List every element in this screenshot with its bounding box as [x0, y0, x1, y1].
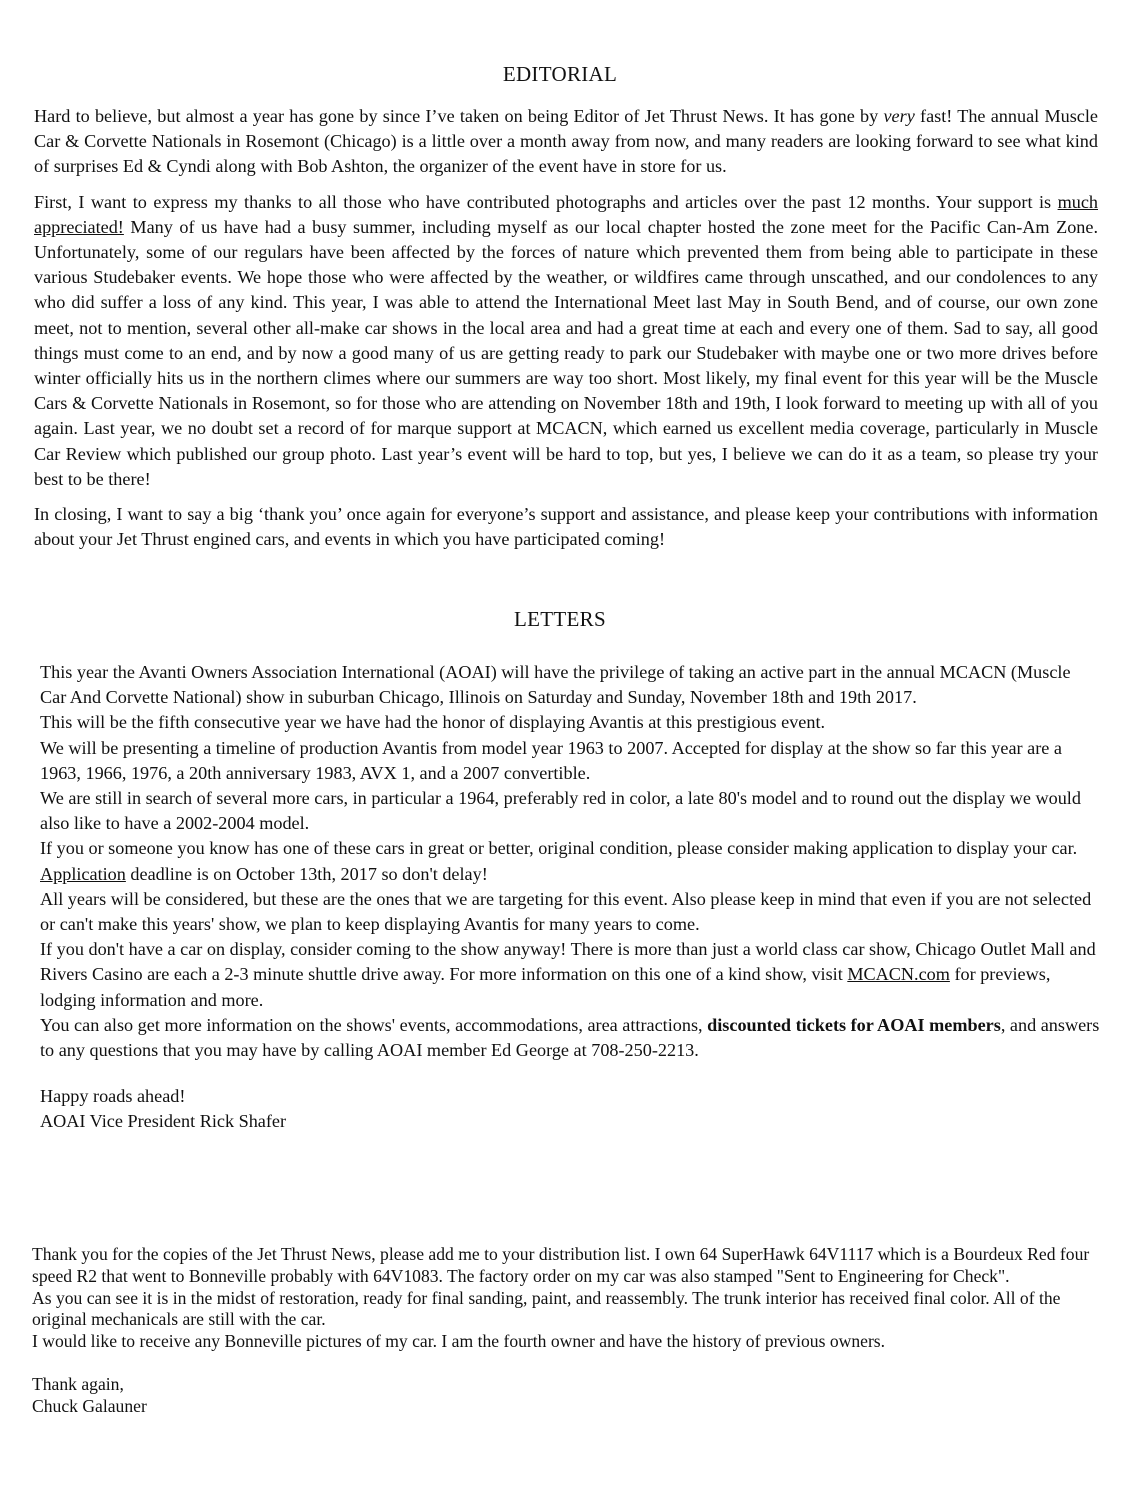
letter1-line-1: This year the Avanti Owners Association International (AOAI) will have the privilege of taking an active part in the annual MCACN (Muscle Car And Corvette National) show in suburban Chicago, Illinois on Saturday and Sunday, November 18th and 19th 2017. — [40, 662, 1071, 708]
mcacn-link[interactable]: MCACN.com — [847, 964, 950, 985]
spacer — [32, 1353, 1102, 1374]
editorial-paragraph-2 — [34, 190, 1098, 492]
editorial-heading: EDITORIAL — [502, 62, 618, 86]
letter1-line-8-text-cont: for previews, lodging information and more. — [40, 964, 1051, 1010]
letter1-line-7: All years will be considered, but these are the ones that we are targeting for this event. Also please keep in mind that even if you are not selected or can't make this years' show, we plan to keep displaying Avantis for many years to come. — [40, 888, 1092, 935]
letters-heading: LETTERS — [514, 607, 606, 631]
editorial-body — [34, 104, 1098, 562]
letter1-line-9-text: You can also get more information on the shows' events, accommodations, area attractions, — [40, 1014, 708, 1035]
editorial-p1-text: Hard to believe, but almost a year has gone by since I’ve taken on being Editor of Jet Thrust News. It has gone by — [34, 106, 884, 126]
letter1-line-3: We will be presenting a timeline of production Avantis from model year 1963 to 2007. Accepted for display at the show so far this year are a 1963, 1966, 1976, a 20th anniversary 1983, AVX 1, and a 2007 convertible. — [40, 737, 1062, 783]
letter1-line-6 — [40, 862, 1100, 887]
letter2-line-3: I would like to receive any Bonneville pictures of my car. I am the fourth owner and have the history of previous owners. — [32, 1331, 886, 1352]
letter-aoai — [40, 660, 1100, 1135]
letter1-line-8 — [40, 937, 1100, 1013]
letter1-signature: AOAI Vice President Rick Shafer — [40, 1111, 287, 1132]
letter-galauner — [32, 1244, 1102, 1418]
editorial-paragraph-3: In closing, I want to say a big ‘thank you’ once again for everyone’s support and assistance, and please keep your contributions with information about your Jet Thrust engined cars, and events in which you have participated coming! — [34, 504, 1098, 550]
letter2-line-1: Thank you for the copies of the Jet Thrust News, please add me to your distribution list. I own 64 SuperHawk 64V1117 which is a Bourdeux Red four speed R2 that went to Bonneville probably with 64V1083. The factory order on my car was also stamped "Sent to Engineering for Check". — [32, 1244, 1090, 1286]
editorial-p2-text-cont: Many of us have had a busy summer, including myself as our local chapter hosted the zone meet for the Pacific Can-Am Zone. Unfortunately, some of our regulars have been affected by the forces of nature which prevented them from being able to participate in these various Studebaker events. We hope those who were affected by the weather, or wildfires came through unscathed, and our condolences to any who did suffer a loss of any kind. This year, I was able to attend the International Meet last May in South Bend, and of course, our own zone meet, not to mention, several other all-make car shows in the local area and had a great time at each and every one of them. Sad to say, all good things must come to an end, and by now a good many of us are getting ready to park our Studebaker with maybe one or two more drives before winter officially hits us in the northern climes where our summers are way too short. Most likely, my final event for this year will be the Muscle Cars & Corvette Nationals in Rosemont, so for those who are attending on November 18th and 19th, I look forward to meeting up with all of you again. Last year, we no doubt set a record of for marque support at MCACN, which earned us excellent media coverage, particularly in Muscle Car Review which published our group photo. Last year’s event will be hard to top, but yes, I believe we can do it as a team, so please try your best to be there! — [34, 216, 1098, 489]
letter2-closing: Thank again, — [32, 1373, 124, 1394]
letter2-signature: Chuck Galauner — [32, 1395, 147, 1416]
letter1-line-9-bold: discounted tickets for AOAI members — [707, 1014, 1001, 1035]
editorial-paragraph-1 — [34, 104, 1098, 180]
letter2-line-2: As you can see it is in the midst of restoration, ready for final sanding, paint, and reassembly. The trunk interior has received final color. All of the original mechanicals are still with the car. — [32, 1287, 1061, 1330]
letter1-line-2: This will be the fifth consecutive year we have had the honor of displaying Avantis at this prestigious event. — [40, 712, 826, 733]
letter1-line-6-text: deadline is on October 13th, 2017 so don't delay! — [125, 863, 488, 884]
letter1-line-4: We are still in search of several more cars, in particular a 1964, preferably red in color, a late 80's model and to round out the display we would also like to have a 2002-2004 model. — [40, 788, 1081, 834]
editorial-p2-underline: much appreciated! — [34, 191, 1098, 237]
letter1-line-5: If you or someone you know has one of these cars in great or better, original condition, please consider making application to display your car. — [40, 838, 1078, 859]
letter1-line-9-text-cont: , and answers to any questions that you may have by calling AOAI member Ed George at 708-250-2213. — [40, 1014, 1100, 1061]
application-link[interactable]: Application — [40, 863, 126, 884]
spacer — [40, 1063, 1100, 1084]
editorial-p2-text: First, I want to express my thanks to all those who have contributed photographs and articles over the past 12 months. Your support is — [34, 191, 1058, 212]
letter1-line-8-text: If you don't have a car on display, consider coming to the show anyway! There is more than just a world class car show, Chicago Outlet Mall and Rivers Casino are each a 2-3 minute shuttle drive away. For more information on this one of a kind show, visit — [40, 939, 1096, 985]
editorial-p1-text-cont: fast! The annual Muscle Car & Corvette Nationals in Rosemont (Chicago) is a little over a month away from now, and many readers are looking forward to see what kind of surprises Ed & Cyndi along with Bob Ashton, the organizer of the event have in store for us. — [34, 106, 1098, 177]
letter1-line-9 — [40, 1013, 1100, 1063]
letter1-closing: Happy roads ahead! — [40, 1086, 186, 1107]
editorial-p1-emphasis: very — [883, 106, 915, 126]
